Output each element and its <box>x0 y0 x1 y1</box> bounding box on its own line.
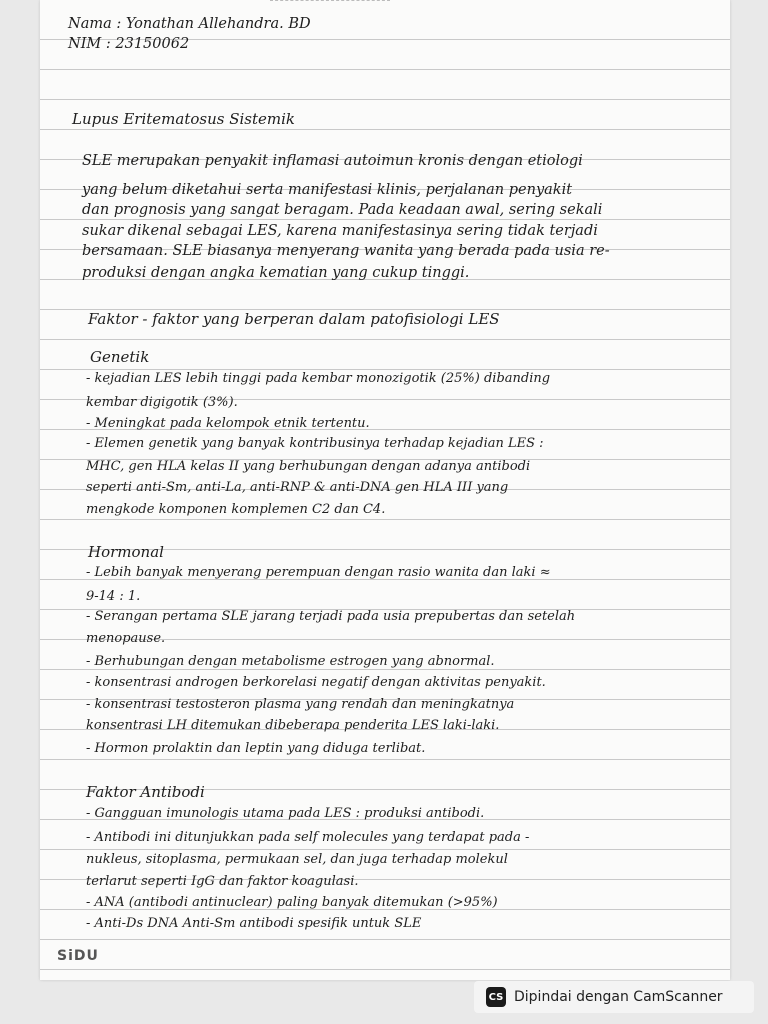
antibodi-line: - Antibodi ini ditunjukkan pada self molecules yang terdapat pada - <box>86 830 530 845</box>
hormonal-line: 9-14 : 1. <box>86 589 141 604</box>
intro-line: SLE merupakan penyakit inflamasi autoimun kronis dengan etiologi <box>82 153 583 169</box>
section-heading-antibodi: Faktor Antibodi <box>86 783 205 801</box>
genetik-line: MHC, gen HLA kelas II yang berhubungan dengan adanya antibodi <box>86 459 531 474</box>
camscanner-watermark <box>474 981 754 1013</box>
hormonal-line: - konsentrasi androgen berkorelasi negatif dengan aktivitas penyakit. <box>86 675 546 690</box>
hormonal-line: - Hormon prolaktin dan leptin yang diduga terlibat. <box>86 741 426 756</box>
hormonal-line: - Lebih banyak menyerang perempuan dengan rasio wanita dan laki ≈ <box>86 565 551 580</box>
genetik-line: kembar digigotik (3%). <box>86 395 238 410</box>
section-heading-genetik: Genetik <box>90 348 150 366</box>
name-line: Nama : Yonathan Allehandra. BD <box>68 16 311 32</box>
intro-line: dan prognosis yang sangat beragam. Pada keadaan awal, sering sekali <box>82 202 603 218</box>
camscanner-logo-icon: CS <box>486 987 506 1007</box>
hormonal-line: konsentrasi LH ditemukan dibeberapa penderita LES laki-laki. <box>86 718 500 733</box>
antibodi-line: terlarut seperti IgG dan faktor koagulasi. <box>86 874 359 889</box>
hormonal-line: - konsentrasi testosteron plasma yang rendah dan meningkatnya <box>86 697 515 712</box>
genetik-line: mengkode komponen komplemen C2 dan C4. <box>86 502 386 517</box>
notebook-page <box>40 0 730 980</box>
intro-line: sukar dikenal sebagai LES, karena manifestasinya sering tidak terjadi <box>82 223 598 239</box>
genetik-line: - Meningkat pada kelompok etnik tertentu. <box>86 416 370 431</box>
antibodi-line: - ANA (antibodi antinuclear) paling banyak ditemukan (>95%) <box>86 895 498 910</box>
hormonal-line: menopause. <box>86 631 166 646</box>
antibodi-line: nukleus, sitoplasma, permukaan sel, dan juga terhadap molekul <box>86 852 508 867</box>
genetik-line: seperti anti-Sm, anti-La, anti-RNP & anti-DNA gen HLA III yang <box>86 480 509 495</box>
antibodi-line: - Gangguan imunologis utama pada LES : produksi antibodi. <box>86 806 485 821</box>
hormonal-line: - Berhubungan dengan metabolisme estrogen yang abnormal. <box>86 654 495 669</box>
genetik-line: - Elemen genetik yang banyak kontribusinya terhadap kejadian LES : <box>86 436 544 451</box>
antibodi-line: - Anti-Ds DNA Anti-Sm antibodi spesifik untuk SLE <box>86 916 422 931</box>
intro-line: yang belum diketahui serta manifestasi klinis, perjalanan penyakit <box>82 182 573 198</box>
notebook-brand-mark: SiDU <box>57 948 99 964</box>
page-title: Lupus Eritematosus Sistemik <box>72 110 296 128</box>
section-heading-hormonal: Hormonal <box>88 543 164 561</box>
nim-line: NIM : 23150062 <box>68 36 190 52</box>
page-top-mark <box>270 0 390 5</box>
hormonal-line: - Serangan pertama SLE jarang terjadi pada usia prepubertas dan setelah <box>86 609 576 624</box>
intro-line: produksi dengan angka kematian yang cukup tinggi. <box>82 265 470 281</box>
genetik-line: - kejadian LES lebih tinggi pada kembar monozigotik (25%) dibanding <box>86 371 551 386</box>
camscanner-label: Dipindai dengan CamScanner <box>514 989 723 1005</box>
intro-line: bersamaan. SLE biasanya menyerang wanita yang berada pada usia re- <box>82 243 610 259</box>
factors-heading: Faktor - faktor yang berperan dalam patofisiologi LES <box>88 310 500 328</box>
